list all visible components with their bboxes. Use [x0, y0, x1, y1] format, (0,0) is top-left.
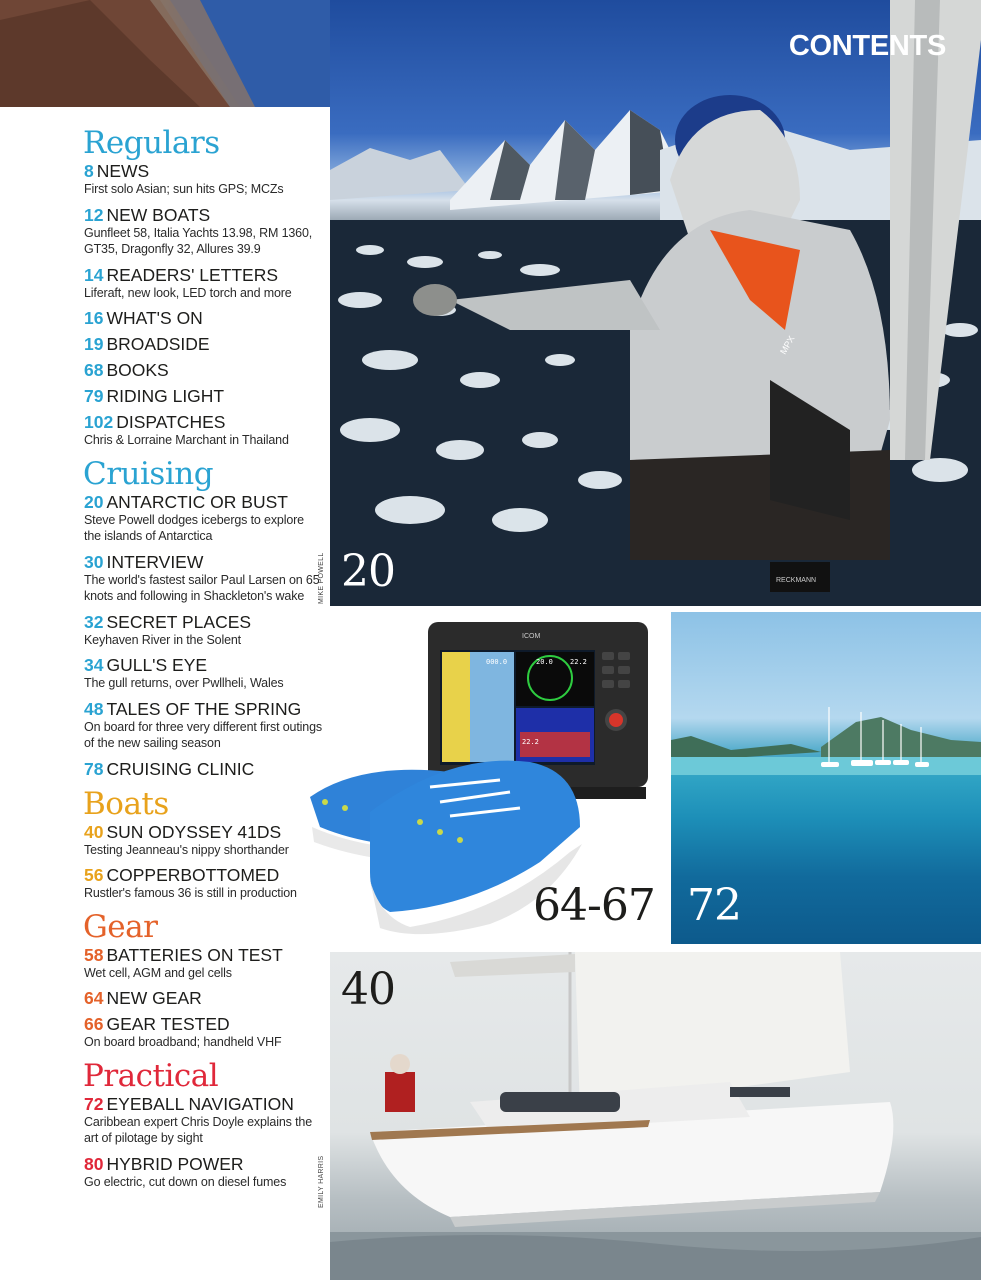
toc-entry-title	[84, 265, 324, 285]
toc-entry-title	[84, 412, 324, 432]
plotter-brand: ICOM	[522, 633, 541, 640]
toc-page-number: 40	[84, 821, 104, 842]
toc-page-number: 102	[84, 412, 114, 432]
toc-entry[interactable]	[84, 161, 324, 198]
hero-photo-credit: MIKE POWELL	[318, 552, 325, 604]
section-title-gear: Gear	[83, 908, 158, 945]
toc-entry[interactable]	[84, 265, 324, 302]
toc-entry-title	[84, 360, 324, 380]
toc-entry-title	[84, 759, 324, 779]
yacht-photo	[330, 952, 981, 1280]
top-mountain-strip	[0, 0, 330, 107]
toc-entry-title	[84, 865, 324, 885]
toc-entry-label: BOOKS	[106, 360, 169, 380]
toc-entry-title	[84, 386, 324, 406]
toc-page-number: 48	[84, 698, 104, 719]
toc-entry-label: GEAR TESTED	[106, 1014, 230, 1034]
plotter-readout-a: 000.0	[486, 658, 508, 666]
toc-entry-description: On board for three very different first outings of the new sailing season	[84, 719, 322, 750]
yacht-page-number: 40	[341, 964, 395, 1015]
toc-page-number: 20	[84, 491, 104, 512]
toc-entry-title	[84, 1094, 324, 1114]
toc-entry-title	[84, 334, 324, 354]
toc-entry-label: BATTERIES ON TEST	[106, 944, 283, 965]
toc-entry[interactable]	[84, 308, 324, 328]
toc-entry-label: HYBRID POWER	[106, 1153, 244, 1174]
section-title-cruising: Cruising	[83, 455, 214, 492]
toc-entry-label: SECRET PLACES	[106, 611, 252, 632]
hero-photo-antarctica	[330, 0, 981, 606]
toc-page-number: 8	[84, 161, 94, 181]
toc-entry-description: First solo Asian; sun hits GPS; MCZs	[84, 182, 284, 196]
toc-entry-label: SUN ODYSSEY 41DS	[106, 821, 282, 842]
toc-entry-label: COPPERBOTTOMED	[106, 865, 280, 885]
toc-entry-title	[84, 988, 324, 1008]
toc-entry[interactable]	[84, 612, 324, 649]
toc-entry[interactable]	[84, 759, 324, 779]
toc-entry-description: Caribbean expert Chris Doyle explains the art of pilotage by sight	[84, 1114, 312, 1145]
toc-entry-description: Wet cell, AGM and gel cells	[84, 965, 232, 980]
toc-entry[interactable]	[84, 699, 324, 752]
toc-entry-label: EYEBALL NAVIGATION	[106, 1093, 294, 1114]
toc-entry[interactable]	[84, 386, 324, 406]
toc-entry-title	[84, 612, 324, 632]
section-title-regulars: Regulars	[83, 125, 220, 161]
toc-entry[interactable]	[84, 1094, 324, 1147]
hero-page-number: 20	[341, 546, 395, 597]
toc-page-number: 72	[84, 1093, 104, 1114]
section-title-boats: Boats	[83, 785, 169, 822]
toc-entry-label: CRUISING CLINIC	[106, 758, 255, 779]
toc-page-number: 14	[84, 264, 104, 285]
toc-page-number: 68	[84, 360, 104, 380]
toc-entry[interactable]	[84, 1154, 324, 1191]
toc-entry[interactable]	[84, 1014, 324, 1051]
toc-entry-description: The gull returns, over Pwllheli, Wales	[84, 676, 284, 690]
toc-page-number: 12	[84, 204, 104, 225]
gear-page-number: 64-67	[533, 880, 655, 931]
toc-entry[interactable]	[84, 655, 324, 692]
hero-illustration	[330, 0, 981, 606]
toc-entry-label: WHAT'S ON	[106, 308, 203, 328]
toc-entry[interactable]	[84, 945, 324, 982]
toc-entry-label: READERS' LETTERS	[106, 264, 279, 285]
toc-entry-description: Gunfleet 58, Italia Yachts 13.98, RM 1360, GT35, Dragonfly 32, Allures 39.9	[84, 225, 313, 256]
toc-entry-label: NEW BOATS	[106, 204, 211, 225]
toc-page-number: 16	[84, 308, 104, 328]
toc-page-number: 79	[84, 386, 104, 406]
toc-entry[interactable]	[84, 412, 324, 449]
toc-entry-title	[84, 1014, 324, 1034]
toc-entry-title	[84, 822, 324, 842]
toc-page-number: 32	[84, 611, 104, 632]
toc-entry-description: Keyhaven River in the Solent	[84, 632, 242, 647]
toc-entry-title	[84, 308, 324, 328]
toc-entry[interactable]	[84, 334, 324, 354]
toc-entry-description: Liferaft, new look, LED torch and more	[84, 285, 292, 300]
toc-page-number: 34	[84, 655, 104, 675]
yacht-photo-credit: EMILY HARRIS	[318, 1155, 325, 1208]
toc-entry[interactable]	[84, 205, 324, 258]
toc-entry[interactable]	[84, 822, 324, 859]
toc-page-number: 78	[84, 758, 104, 779]
toc-entry-title	[84, 205, 324, 225]
toc-entry[interactable]	[84, 988, 324, 1008]
lagoon-page-number: 72	[687, 880, 741, 931]
toc-entry[interactable]	[84, 552, 324, 605]
toc-page-number: 56	[84, 865, 104, 885]
toc-entry-description: Steve Powell dodges icebergs to explore the islands of Antarctica	[84, 512, 304, 543]
toc-entry-title	[84, 945, 324, 965]
toc-page-number: 58	[84, 944, 104, 965]
toc-entry-title	[84, 655, 324, 675]
toc-entry-description: Go electric, cut down on diesel fumes	[84, 1174, 287, 1189]
toc-entry-label: NEWS	[96, 161, 150, 181]
toc-page-number: 19	[84, 334, 104, 354]
toc-entry-label: TALES OF THE SPRING	[106, 698, 302, 719]
toc-entry-description: On board broadband; handheld VHF	[84, 1035, 282, 1049]
toc-entry-label: BROADSIDE	[106, 334, 210, 354]
plotter-readout-c: 22.2	[570, 658, 587, 666]
toc-entry-label: GULL'S EYE	[106, 655, 208, 675]
table-of-contents	[84, 126, 324, 1197]
toc-entry-description: The world's fastest sailor Paul Larsen on 65 knots and following in Shackleton's wake	[84, 572, 320, 603]
toc-page-number: 30	[84, 551, 104, 572]
plotter-readout-d: 22.2	[522, 738, 539, 746]
toc-entry-description: Testing Jeanneau's nippy shorthander	[84, 842, 289, 857]
toc-entry-label: ANTARCTIC OR BUST	[106, 491, 288, 512]
mountain-strip-art	[0, 0, 330, 107]
toc-entry-description: Rustler's famous 36 is still in production	[84, 886, 297, 900]
toc-entry-label: DISPATCHES	[116, 412, 226, 432]
toc-entry-label: INTERVIEW	[106, 551, 204, 572]
toc-page-number: 80	[84, 1153, 104, 1174]
toc-entry-title	[84, 699, 324, 719]
toc-entry[interactable]	[84, 492, 324, 545]
toc-entry-description: Chris & Lorraine Marchant in Thailand	[84, 433, 289, 447]
toc-entry-title	[84, 492, 324, 512]
toc-entry-title	[84, 161, 324, 181]
toc-page-number: 64	[84, 988, 104, 1008]
plotter-readout-b: 20.0	[536, 658, 553, 666]
toc-entry-label: NEW GEAR	[106, 988, 202, 1008]
toc-entry-title	[84, 552, 324, 572]
page-title: CONTENTS	[788, 30, 946, 62]
toc-entry[interactable]	[84, 360, 324, 380]
toc-entry-title	[84, 1154, 324, 1174]
yacht-illustration	[330, 952, 981, 1280]
winch-brand: RECKMANN	[776, 577, 817, 584]
section-title-practical: Practical	[83, 1057, 219, 1094]
jacket-badge: MPX	[778, 334, 797, 356]
toc-entry-label: RIDING LIGHT	[106, 386, 225, 406]
toc-entry[interactable]	[84, 865, 324, 902]
toc-page-number: 66	[84, 1014, 104, 1034]
